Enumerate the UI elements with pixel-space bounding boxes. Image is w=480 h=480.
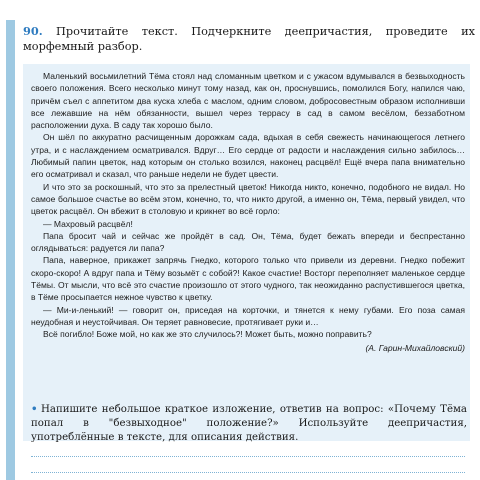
task-text: Напишите небольшое краткое изложение, ответив на вопрос: «Почему Тёма попал в "безвыходное" положение?» Используйте деепричастия, употреблённые в тексте, для описания действия. bbox=[31, 404, 467, 443]
story-text bbox=[31, 70, 465, 354]
story-paragraph: И что это за роскошный, что это за прелестный цветок! Никогда никто, конечно, подобного не видал. Но самое большое счастье во всём этом, конечно, то, что никто другой, а именно он, Тёма, первый увидел, что цветок расцвёл. Он вбежит в столовую и крикнет во всё горло: bbox=[31, 181, 465, 217]
story-paragraph: Папа, наверное, прикажет запрячь Гнедко, которого только что привели из деревни. Гнедко побежит скоро-скоро! А вдруг папа и Тёму возьмёт с собой?! Какое счастие! Восторг переполняет маленькое сердце Тёмы. От мысли, что всё это счастие произошло от этого чудного, так неожиданно распустившегося цветка, в Тёме просыпается нежное чувство к цветку. bbox=[31, 255, 465, 303]
story-paragraph: — Махровый расцвёл! bbox=[43, 218, 133, 229]
answer-line bbox=[31, 456, 465, 457]
exercise-instruction: Прочитайте текст. Подчеркните деепричастия, проведите их морфемный разбор. bbox=[23, 25, 475, 53]
story-author: (А. Гарин-Михайловский) bbox=[365, 342, 465, 353]
task-bullet: • bbox=[31, 403, 38, 415]
exercise-number: 90. bbox=[23, 24, 43, 38]
story-paragraph: Всё погибло! Боже мой, но как же это случилось?! Может быть, можно поправить? bbox=[43, 329, 372, 340]
exercise-heading bbox=[23, 24, 475, 54]
answer-line bbox=[31, 472, 465, 473]
task-block bbox=[31, 402, 467, 445]
page-margin-bar bbox=[6, 20, 15, 480]
story-paragraph: Он шёл по аккуратно расчищенным дорожкам сада, вдыхая в себя свежесть начинающегося летнего утра, и с наслаждением осматривался. Вдруг… Его сердце от радости и наслаждения сильно забилось… Любимый папин цветок, над которым он столько возился, наконец расцвёл! Ещё вчера папа внимательно его осматривал и сказал, что раньше недели не будет цвести. bbox=[31, 132, 465, 180]
story-paragraph: Маленький восьмилетний Тёма стоял над сломанным цветком и с ужасом вдумывался в безвыходность своего положения. Всего несколько минут тому назад, как он, проснувшись, помолился Богу, напился чаю, причём съел с аппетитом два куска хлеба с маслом, одним словом, добросовестным образом исполнивши все лежавшие на нём обязанности, вышел через террасу в сад в самом весёлом, беззаботном расположении духа. В саду так хорошо было. bbox=[31, 71, 465, 131]
story-paragraph: — Ми-и-ленький! — говорит он, приседая на корточки, и тянется к нему губами. Его поза самая неудобная и неустойчивая. Он теряет равновесие, протягивает руки и… bbox=[31, 304, 465, 327]
story-paragraph: Папа бросит чай и сейчас же пройдёт в сад. Он, Тёма, будет бежать впереди и беспрестанно оглядываться: радуется ли папа? bbox=[31, 230, 465, 254]
